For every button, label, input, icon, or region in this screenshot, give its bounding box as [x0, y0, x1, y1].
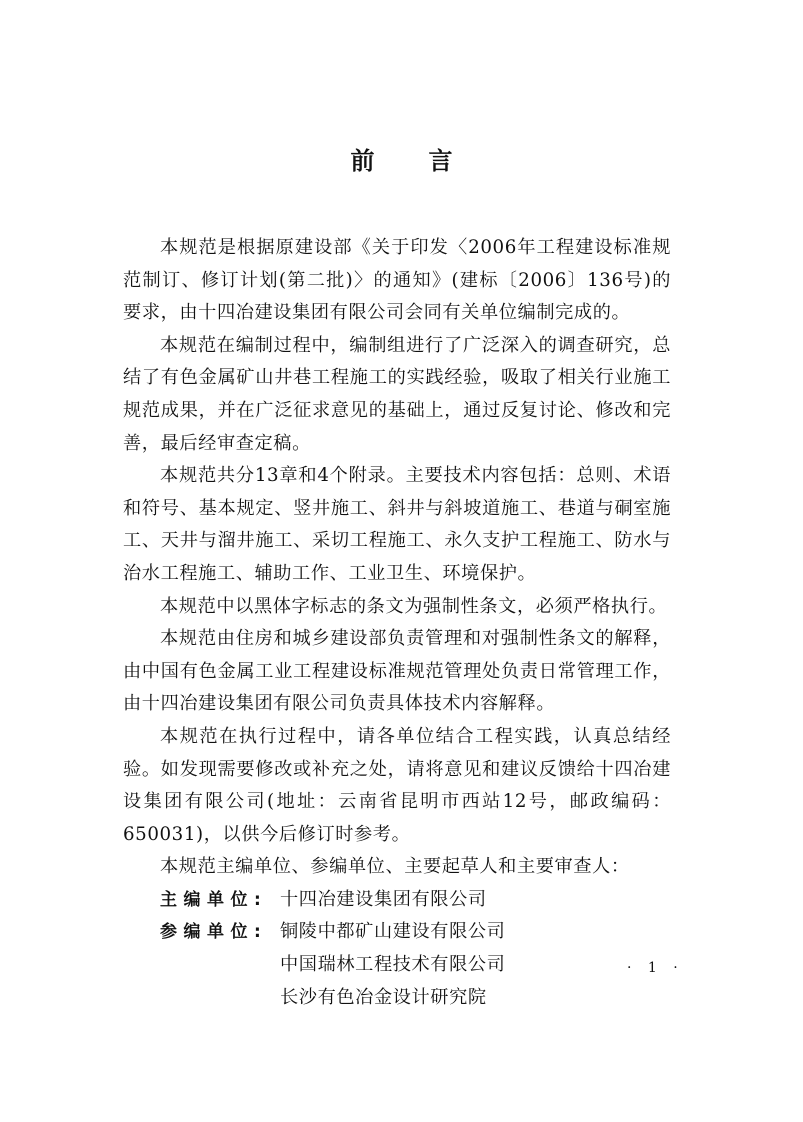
participating-editor-unit: 长沙有色冶金设计研究院 [280, 986, 487, 1008]
chief-editor-label: 主编单位: [160, 889, 268, 910]
paragraph-feedback: 本规范在执行过程中，请各单位结合工程实践，认真总结经验。如发现需要修改或补充之处，请将意见和建议反馈给十四冶建设集团有限公司(地址：云南省昆明市西站12号，邮政编码：650031)，以供今后修订时参考。 [123, 725, 671, 845]
paragraph-mandatory: 本规范中以黑体字标志的条文为强制性条文，必须严格执行。 [160, 595, 668, 617]
participating-editor-values [280, 916, 505, 1014]
page-title: 前言 [350, 147, 507, 175]
participating-editor-unit: 中国瑞林工程技术有限公司 [280, 954, 506, 976]
page-number: · 1 · [627, 960, 684, 976]
paragraph-process: 本规范在编制过程中，编制组进行了广泛深入的调查研究，总结了有色金属矿山井巷工程施工的实践经验，吸取了相关行业施工规范成果，并在广泛征求意见的基础上，通过反复讨论、修改和完善，最后经审查定稿。 [123, 334, 671, 454]
paragraph-contributors-intro: 本规范主编单位、参编单位、主要起草人和主要审查人： [160, 856, 630, 878]
participating-editor-label: 参编单位: [160, 922, 268, 943]
preface-body [123, 232, 671, 1014]
paragraph-management: 本规范由住房和城乡建设部负责管理和对强制性条文的解释，由中国有色金属工业工程建设标准规范管理处负责日常管理工作，由十四冶建设集团有限公司负责具体技术内容解释。 [123, 628, 671, 715]
chief-editor-values [280, 884, 487, 917]
participating-editor-row [123, 916, 671, 1014]
paragraph-basis: 本规范是根据原建设部《关于印发〈2006年工程建设标准规范制订、修订计划(第二批)〉的通知》(建标〔2006〕136号)的要求，由十四冶建设集团有限公司会同有关单位编制完成的。 [123, 237, 671, 324]
chief-editor-unit: 十四冶建设集团有限公司 [280, 888, 487, 910]
paragraph-contents: 本规范共分13章和4个附录。主要技术内容包括：总则、术语和符号、基本规定、竖井施工、斜井与斜坡道施工、巷道与硐室施工、天井与溜井施工、采切工程施工、永久支护工程施工、防水与治水工程施工、辅助工作、工业卫生、环境保护。 [123, 465, 671, 584]
chief-editor-row [123, 884, 671, 917]
participating-editor-unit: 铜陵中都矿山建设有限公司 [280, 921, 506, 943]
